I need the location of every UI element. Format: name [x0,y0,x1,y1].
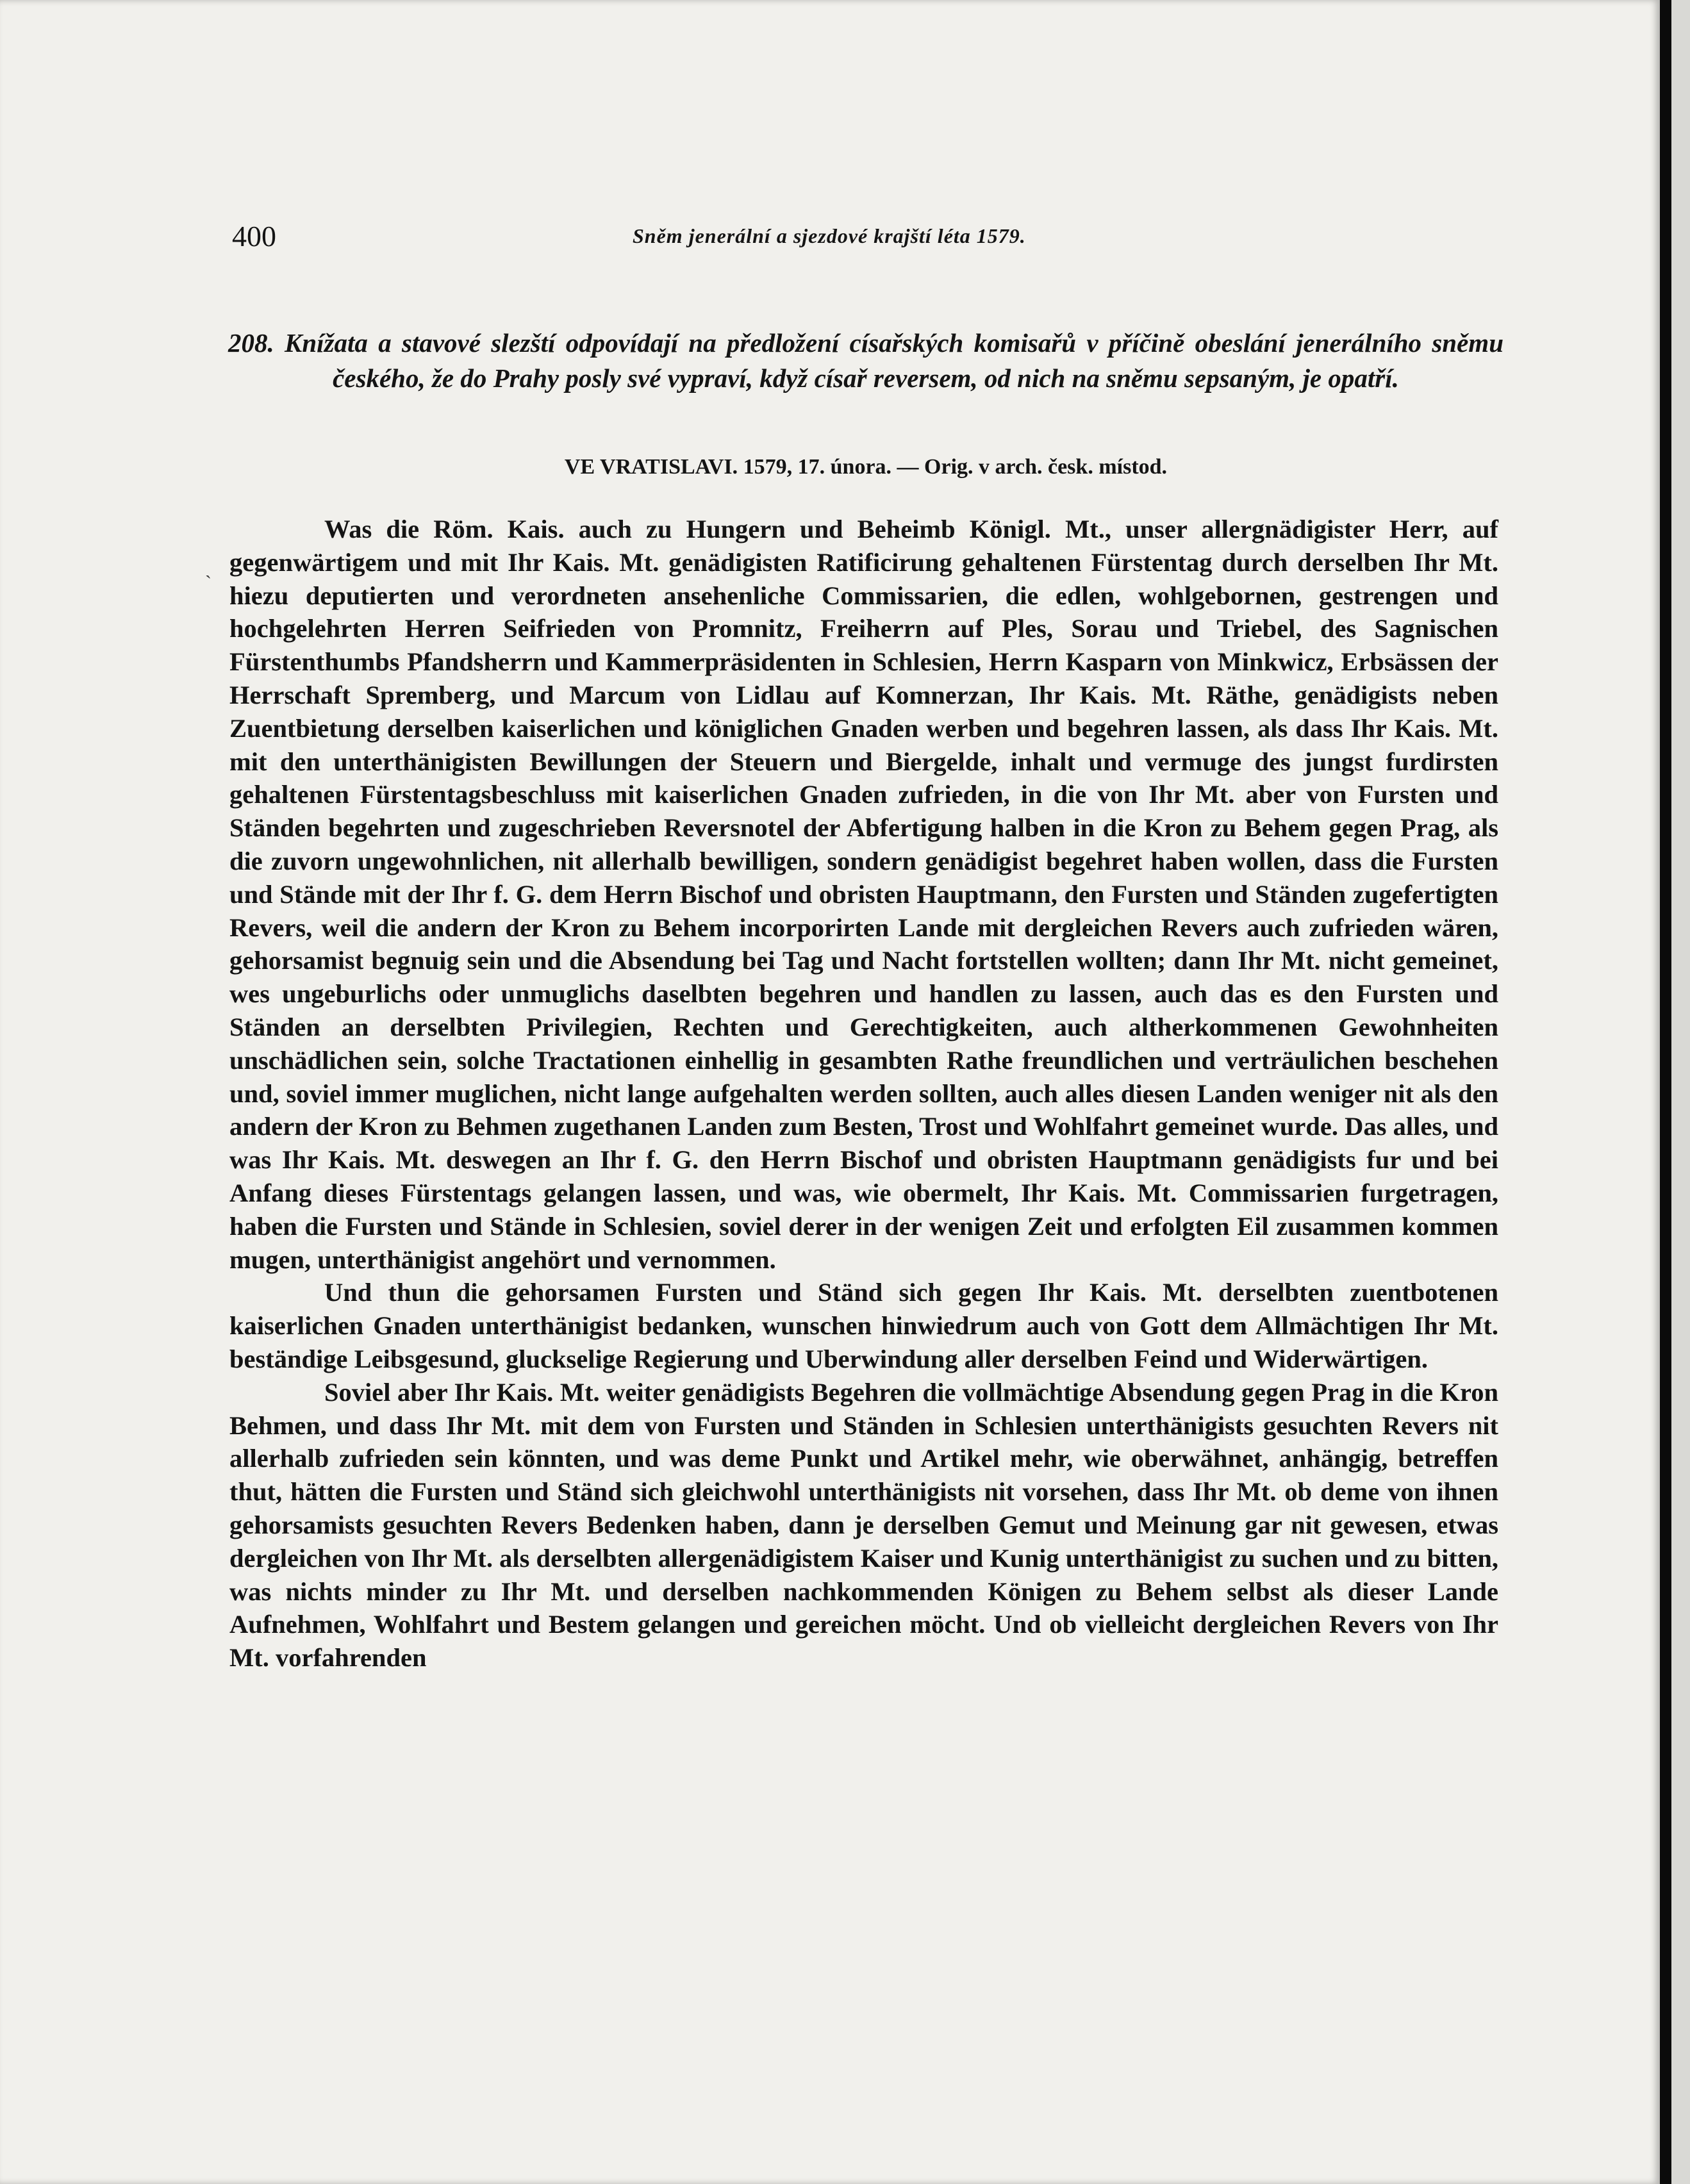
document-title: 208. Knížata a stavové slezští odpovídají na předložení císařských komisařů v příčině obeslání jenerálního sněmu českého, že do Prahy posly své vypraví, když císař reversem, od nich na sněmu sepsaným, je opatří. [228,328,1504,393]
margin-mark: ˎ [205,558,211,579]
document-body [229,513,1498,1675]
next-page-edge [1671,0,1690,2184]
running-title: Sněm jenerální a sjezdové krajští léta 1579. [633,224,1026,247]
paragraph: Und thun die gehorsamen Fursten und Ständ sich gegen Ihr Kais. Mt. derselbten zuentbotenen kaiserlichen Gnaden unterthänigist bedanken, wunschen hinwiedrum auch von Gott dem Allmächtigen Ihr Mt. beständige Leibsgesund, gluckselige Regierung und Uberwindung aller derselben Feind und Widerwärtigen. [229,1278,1498,1373]
running-header [232,219,1514,258]
paragraph: Soviel aber Ihr Kais. Mt. weiter genädigists Begehren die vollmächtige Absendung gegen Prag in die Kron Behmen, und dass Ihr Mt. mit dem von Fursten und Ständen in Schlesien unterthänigists gesuchten Revers nit allerhalb zufrieden sein könnten, und was deme Punkt und Artikel mehr, wie oberwähnet, anhängig, betreffen thut, hätten die Fursten und Ständ sich gleichwohl unterthänigists nit vorsehen, dass Ihr Mt. ob deme von ihnen gehorsamists gesuchten Revers Bedenken haben, dann je derselben Gemut und Meinung gar nit gewesen, etwas dergleichen von Ihr Mt. als derselbten allergenädigistem Kaiser und Kunig unterthänigist zu suchen und zu bitten, was nichts minder zu Ihr Mt. und derselben nachkommenden Königen zu Behem selbst als dieser Lande Aufnehmen, Wohlfahrt und Bestem gelangen und gereichen möcht. Und ob vielleicht dergleichen Revers von Ihr Mt. vorfahrenden [229,1377,1498,1673]
paragraph: Was die Röm. Kais. auch zu Hungern und Beheimb Königl. Mt., unser allergnädigister Herr, auf gegenwärtigem und mit Ihr Kais. Mt. genädigisten Ratificirung gehaltenen Fürstentag durch derselben Ihr Mt. hiezu deputierten und verordneten ansehenliche Commissarien, die edlen, wohlgebornen, gestrengen und hochgelehrten Herren Seifrieden von Promnitz, Freiherrn auf Ples, Sorau und Triebel, des Sagnischen Fürstenthumbs Pfandsherrn und Kammerpräsidenten in Schlesien, Herrn Kasparn von Minkwicz, Erbsässen der Herrschaft Spremberg, und Marcum von Lidlau auf Komnerzan, Ihr Kais. Mt. Räthe, genädigists neben Zuentbietung derselben kaiserlichen und königlichen Gnaden werben und begehren lassen, als dass Ihr Kais. Mt. mit den unterthänigisten Bewillungen der Steuern und Biergelde, inhalt und vermuge des jungst furdirsten gehaltenen Fürstentagsbeschluss mit kaiserlichen Gnaden zufrieden, in die von Ihr Mt. aber von Fursten und Ständen begehrten und zugeschrieben Reversnotel der Abfertigung halben in die Kron zu Behem gegen Prag, als die zuvorn ungewohnlichen, nit allerhalb bewilligen, sondern genädigist begehret haben wollen, dass die Fursten und Stände mit der Ihr f. G. dem Herrn Bischof und obristen Hauptmann, den Fursten und Ständen zugefertigten Revers, weil die andern der Kron zu Behem incorporirten Lande mit dergleichen Revers auch zufrieden wären, gehorsamist begnuig sein und die Absendung bei Tag und Nacht fortstellen wollten; dann Ihr Mt. nicht gemeinet, wes ungeburlichs oder unmuglichs daselbten begehren und handlen zu lassen, auch das es den Fursten und Ständen an derselbten Privilegien, Rechten und Gerechtigkeiten, auch altherkommenen Gewohnheiten unschädlichen sein, solche Tractationen einhellig in gesambten Rathe freundlichen und verträulichen beschehen und, soviel immer muglichen, nicht lange aufgehalten werden sollten, auch alles diesen Landen weniger nit als den andern der Kron zu Behmen zugethanen Landen zum Besten, Trost und Wohlfahrt gemeinet wurde. Das alles, und was Ihr Kais. Mt. deswegen an Ihr f. G. den Herrn Bischof und obristen Hauptmann genädigists fur und bei Anfang dieses Fürstentags gelangen lassen, und was, wie obermelt, Ihr Kais. Mt. Commissarien furgetragen, haben die Fursten und Stände in Schlesien, soviel derer in der wenigen Zeit und erfolgten Eil zusammen kommen mugen, unterthänigist angehört und vernommen. [229,515,1498,1274]
page-number: 400 [232,220,276,252]
date-line: VE VRATISLAVI. 1579, 17. února. — Orig. v arch. česk. místod. [564,455,1168,479]
